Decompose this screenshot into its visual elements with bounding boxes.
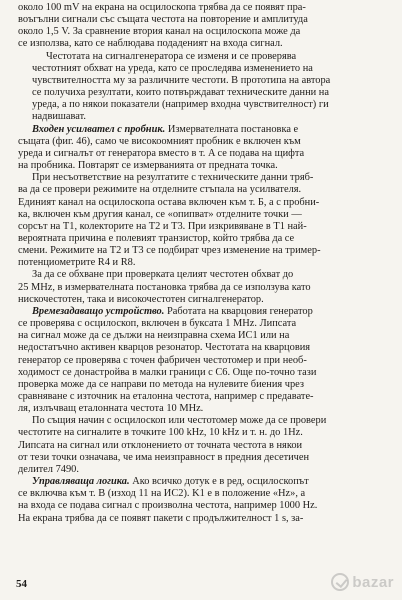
paragraph-7 <box>18 415 384 476</box>
text-line: се получиха резултати, които потвърждават техническите данни на <box>32 87 329 99</box>
text-line: ля, излъчващ еталонната честота 10 MHz. <box>18 403 204 415</box>
text-line: надвишават. <box>32 111 87 123</box>
text-line: чувствителността му за различните честоти. В прототипа на автора <box>32 74 331 86</box>
text-line: се проверява с осцилоскоп, включен в буксата 1 MHz. Липсата <box>18 318 297 330</box>
text-run: Измервателната постановка е <box>165 123 299 135</box>
text-line: ка, включен към другия канал, се «опипват» отделните точки — <box>18 208 302 220</box>
text-line: на входа се подава сигнал с произволна честота, например 1000 Hz. <box>18 500 318 512</box>
text-line: На екрана трябва да се появят пакети с продължителност 1 s, за- <box>18 512 304 524</box>
text-line: генератор се проверява с точен фабричен честотомер и при необ- <box>18 354 307 366</box>
paragraph-8 <box>18 476 384 525</box>
paragraph-3 <box>18 124 384 173</box>
text-line: смени. Режимите на T2 и T3 се подбират чрез изменение на тример- <box>18 245 321 257</box>
text-run: Ако всичко дотук е в ред, осцилоскопът <box>129 476 309 488</box>
text-line: уреда, а по някои показатели (например входна чувствителност) ги <box>32 99 329 111</box>
checkmark-icon <box>331 573 349 591</box>
paragraph-4 <box>18 172 384 269</box>
watermark-text: bazar <box>352 573 394 591</box>
text-line: При несъответствие на резултатите с техническите данни тряб- <box>32 172 314 184</box>
text-line: нискочестотен, така и високочестотен сигналгенератор. <box>18 293 264 305</box>
text-line: ва да се провери режимите на отделните стъпала на усилвателя. <box>18 184 302 196</box>
text-line: сравняване с източник на еталонна честота, например с предавате- <box>18 391 314 402</box>
text-line: Липсата на сигнал или отклонението от точната честота в някои <box>18 439 303 451</box>
text-line <box>18 476 384 488</box>
text-line: По същия начин с осцилоскоп или честотомер може да се провери <box>32 415 327 427</box>
text-line: от тези точки означава, че има неизправност в предния десетичен <box>18 451 310 463</box>
text-line: вероятната причина е полевият транзистор, който трябва да се <box>18 232 295 244</box>
text-line: ходимост се донастройва в малки граници с C6. Още по-точно тази <box>18 366 317 378</box>
paragraph-6 <box>18 306 384 415</box>
text-line: потенциометрите R4 и R8. <box>18 257 136 269</box>
section-heading: Входен усилвател с пробник. <box>32 123 166 135</box>
text-line: Честотата на сигналгенератора се изменя и се проверява <box>46 50 297 62</box>
text-line: се използва, като се наблюдава подаденият на входа сигнал. <box>18 38 283 50</box>
text-line: около 100 mV на екрана на осцилоскопа трябва да се появят пра- <box>18 2 306 13</box>
page-number: 54 <box>16 578 27 590</box>
text-run: Работата на кварцовия генератор <box>164 305 313 317</box>
text-line: същата (фиг. 46), само че високоомният пробник е включен към <box>18 135 301 147</box>
text-line: сорсът на T1, колекторите на T2 и T3. При изкривяване в T1 най- <box>18 220 307 232</box>
section-heading: Управляваща логика. <box>32 476 130 488</box>
text-line: честотният обхват на уреда, като се проследява изменението на <box>32 62 313 74</box>
section-heading: Времезадаващо устройство. <box>32 305 165 317</box>
document-page <box>18 2 384 525</box>
paragraph-2 <box>18 51 384 124</box>
text-line: около 1,5 V. За сравнение втория канал на осцилоскопа може да <box>18 26 301 38</box>
text-line: честотите на сигналите в точките 100 kHz, 10 kHz и т. н. до 1Hz. <box>18 427 303 439</box>
text-line: 25 MHz, в измервателната постановка трябва да се използува като <box>18 281 311 293</box>
paragraph-1 <box>18 2 384 51</box>
text-line: проверка може да се направи по метода на нулевите биения чрез <box>18 378 305 390</box>
text-line: на пробника. Повтарят се измерванията от предната точка. <box>18 160 278 172</box>
text-line: уреда и сигналът от генератора вместо в т. A се подава на щифта <box>18 147 305 159</box>
text-line: на сигнал може да се дължи на неизправна схема ИС1 или на <box>18 330 290 342</box>
watermark <box>324 568 394 596</box>
text-line: За да се обхване при проверката целият честотен обхват до <box>32 269 294 281</box>
paragraph-5 <box>18 269 384 305</box>
text-line: се включва към т. B (изход 11 на ИС2). K1 е в положение «Hz», а <box>18 488 306 500</box>
text-line <box>18 306 384 318</box>
text-line: делител 7490. <box>18 463 79 475</box>
text-line: Единият канал на осцилоскопа остава включен към т. Б, а с пробни- <box>18 196 320 208</box>
text-line: недостатъчно активен кварцов резонатор. Честотата на кварцовия <box>18 342 311 354</box>
text-line: воъгълни сигнали със същата честота на повторение и амплитуда <box>18 14 308 26</box>
text-line <box>18 124 384 136</box>
